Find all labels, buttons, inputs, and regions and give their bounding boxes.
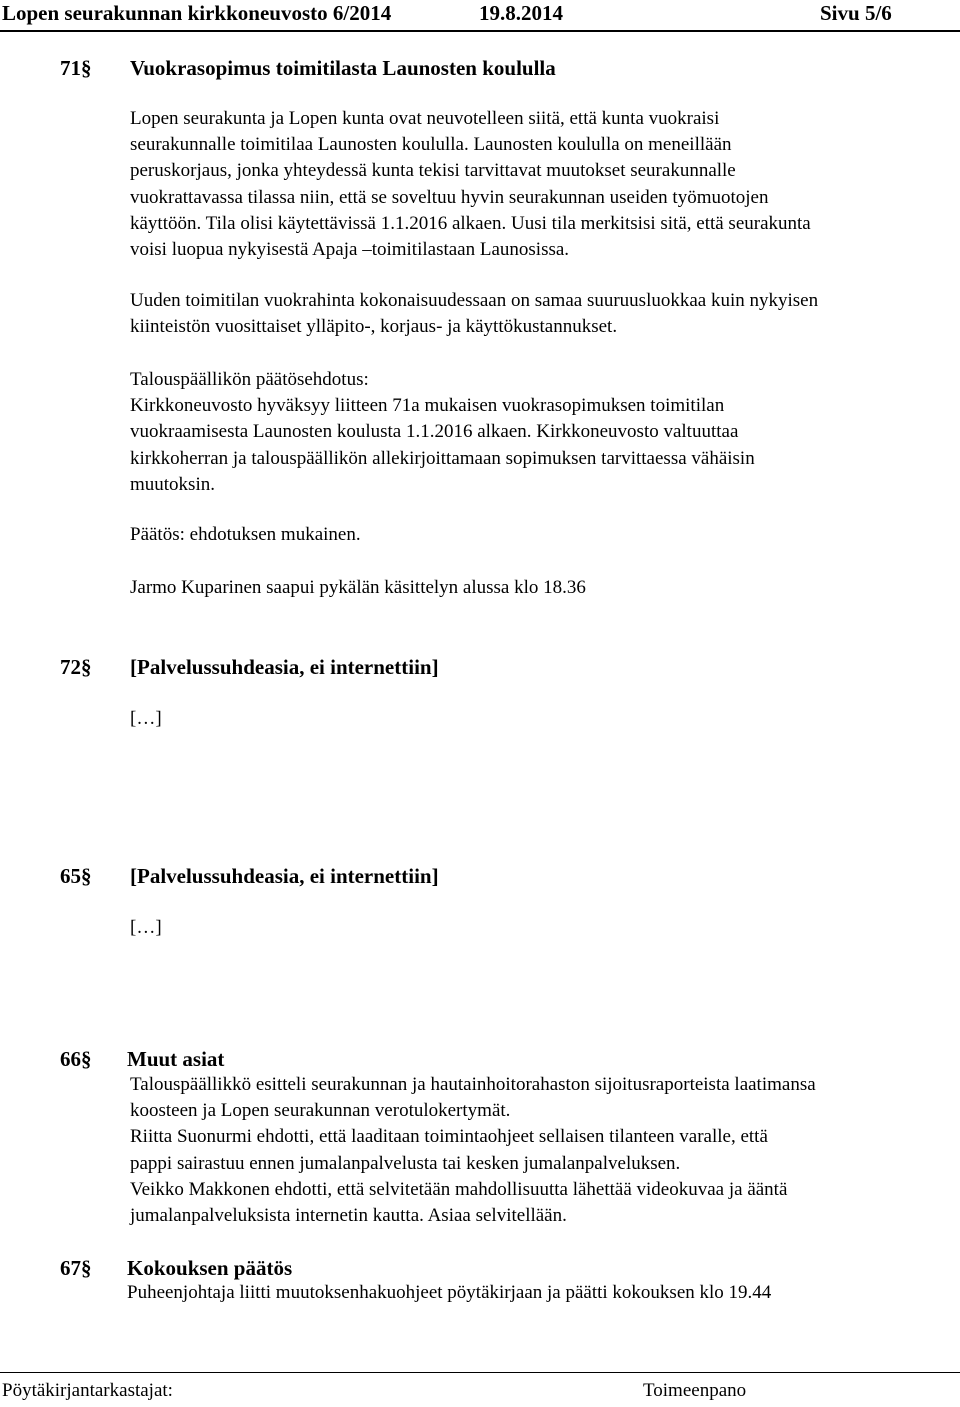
section-71-paragraph-2	[130, 288, 960, 340]
section-72-title: [Palvelussuhdeasia, ei internettiin]	[130, 655, 439, 679]
section-71-decision: Päätös: ehdotuksen mukainen.	[130, 524, 361, 545]
section-71-paragraph-1	[130, 106, 960, 263]
paragraph-line: koosteen ja Lopen seurakunnan verotulokertymät.	[130, 1100, 511, 1122]
paragraph-line: kirkkoherran ja talouspäällikön allekirjoittamaan sopimuksen tarvittaessa vähäisin	[130, 447, 755, 469]
paragraph-line: voisi luopua nykyisestä Apaja –toimitilastaan Launosissa.	[130, 239, 570, 261]
paragraph-line: muutoksin.	[130, 473, 215, 495]
paragraph-line: seurakunnalle toimitilaa Launosten koululla. Launosten koululla on meneillään	[130, 134, 732, 156]
paragraph-line: kiinteistön vuosittaiset ylläpito-, korjaus- ja käyttökustannukset.	[130, 316, 618, 338]
paragraph-line: vuokraamisesta Launosten koulusta 1.1.2016 alkaen. Kirkkoneuvosto valtuuttaa	[130, 421, 739, 443]
paragraph-line: Uuden toimitilan vuokrahinta kokonaisuudessaan on samaa suuruusluokkaa kuin nykyisen	[130, 290, 819, 311]
paragraph-line: Lopen seurakunta ja Lopen kunta ovat neuvotelleen siitä, että kunta vuokraisi	[130, 108, 720, 129]
paragraph-line: Veikko Makkonen ehdotti, että selvitetään mahdollisuutta lähettää videokuvaa ja ääntä	[130, 1178, 788, 1200]
section-71-proposal	[130, 367, 960, 498]
paragraph-line: vuokrattavassa tilassa niin, että se soveltuu hyvin seurakunnan useiden työmuotojen	[130, 186, 769, 208]
section-67-body: Puheenjohtaja liitti muutoksenhakuohjeet pöytäkirjaan ja päätti kokouksen klo 19.44	[127, 1282, 772, 1303]
section-71-title: Vuokrasopimus toimitilasta Launosten koululla	[130, 56, 556, 80]
document-title: Lopen seurakunnan kirkkoneuvosto 6/2014	[2, 1, 392, 25]
section-66-number: 66§	[60, 1047, 92, 1071]
paragraph-line: jumalanpalveluksista internetin kautta. Asiaa selvitellään.	[130, 1205, 567, 1227]
section-66-title: Muut asiat	[127, 1047, 225, 1071]
footer-implementation: Toimeenpano	[643, 1380, 747, 1401]
paragraph-line: Riitta Suonurmi ehdotti, että laaditaan toimintaohjeet sellaisen tilanteen varalle, että	[130, 1126, 768, 1148]
paragraph-line: pappi sairastuu ennen jumalanpalvelusta tai kesken jumalanpalveluksen.	[130, 1152, 681, 1174]
paragraph-line: Kirkkoneuvosto hyväksyy liitteen 71a mukaisen vuokrasopimuksen toimitilan	[130, 395, 725, 417]
section-67-title: Kokouksen päätös	[127, 1256, 293, 1280]
section-72-number: 72§	[60, 655, 92, 679]
paragraph-line: peruskorjaus, jonka yhteydessä kunta tekisi tarvittavat muutokset seurakunnalle	[130, 160, 736, 182]
section-66-body	[130, 1072, 960, 1229]
section-65-omitted: […]	[130, 917, 162, 938]
proposal-heading: Talouspäällikön päätösehdotus:	[130, 369, 369, 390]
section-67-number: 67§	[60, 1256, 92, 1280]
section-65-number: 65§	[60, 864, 92, 888]
section-71-note: Jarmo Kuparinen saapui pykälän käsittelyn alussa klo 18.36	[130, 577, 586, 598]
header-divider	[0, 30, 960, 32]
paragraph-line: Talouspäällikkö esitteli seurakunnan ja hautainhoitorahaston sijoitusraporteista laatimansa	[130, 1074, 816, 1095]
section-71-number: 71§	[60, 56, 92, 80]
section-65-title: [Palvelussuhdeasia, ei internettiin]	[130, 864, 439, 888]
page-number: Sivu 5/6	[820, 1, 892, 25]
footer-reviewers: Pöytäkirjantarkastajat:	[2, 1380, 173, 1401]
footer-divider	[0, 1372, 960, 1373]
document-date: 19.8.2014	[479, 1, 563, 25]
paragraph-line: käyttöön. Tila olisi käytettävissä 1.1.2016 alkaen. Uusi tila merkitsisi sitä, että seurakunta	[130, 212, 811, 234]
section-72-omitted: […]	[130, 708, 162, 729]
